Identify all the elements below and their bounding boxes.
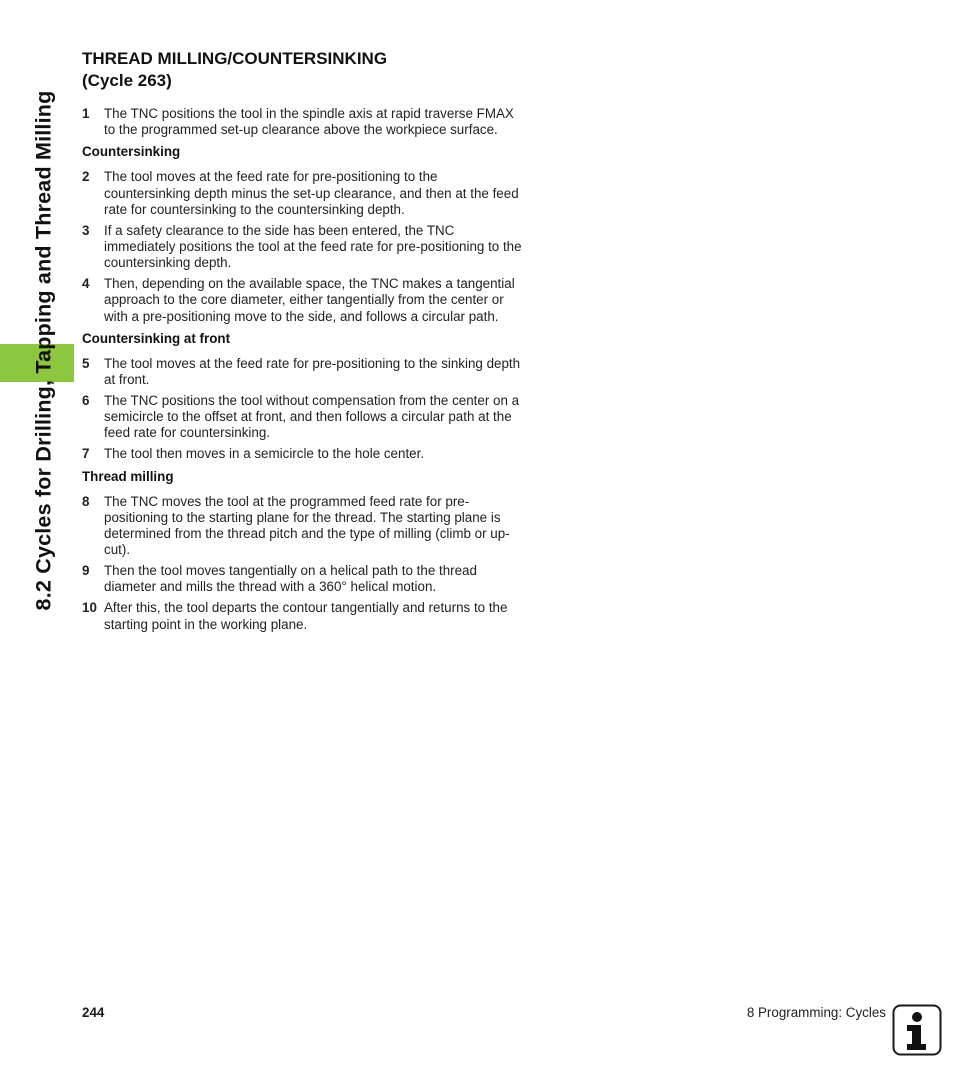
step-item bbox=[82, 600, 526, 632]
step-item bbox=[82, 223, 526, 272]
step-item bbox=[82, 494, 526, 559]
step-number: 7 bbox=[82, 446, 90, 462]
step-number: 2 bbox=[82, 169, 90, 185]
page-number: 244 bbox=[82, 1005, 105, 1020]
footer-chapter: 8 Programming: Cycles bbox=[746, 1005, 886, 1020]
step-item bbox=[82, 356, 526, 388]
step-text: The TNC positions the tool in the spindle axis at rapid traverse FMAX to the programmed set-up clearance above the workpiece surface. bbox=[104, 106, 514, 138]
subheading-countersinking: Countersinking bbox=[82, 144, 181, 160]
step-number: 8 bbox=[82, 493, 90, 509]
step-text: The TNC moves the tool at the programmed feed rate for pre-positioning to the starting plane for the thread. The starting plane is determined from the thread pitch and the type of milling (climb or up-cut). bbox=[104, 493, 510, 558]
subheading-countersinking-front: Countersinking at front bbox=[82, 330, 231, 346]
side-chapter-title: 8.2 Cycles for Drilling, Tapping and Thread Milling bbox=[31, 90, 56, 610]
step-text: After this, the tool departs the contour tangentially and returns to the starting point in the working plane. bbox=[104, 600, 508, 632]
step-text: Then, depending on the available space, the TNC makes a tangential approach to the core diameter, either tangentially from the center or with a pre-positioning move to the side, and follows a circular path. bbox=[104, 276, 515, 324]
step-text: The tool moves at the feed rate for pre-positioning to the countersinking depth minus the set-up clearance, and then at the feed rate for countersinking to the countersinking depth. bbox=[104, 169, 519, 217]
step-number: 9 bbox=[82, 563, 90, 579]
step-number: 3 bbox=[82, 222, 90, 238]
step-item bbox=[82, 276, 526, 325]
step-item bbox=[82, 393, 526, 442]
info-icon bbox=[892, 1004, 942, 1056]
step-number: 6 bbox=[82, 393, 90, 409]
step-text: The tool moves at the feed rate for pre-positioning to the sinking depth at front. bbox=[104, 355, 521, 388]
step-number: 1 bbox=[82, 106, 90, 121]
step-item bbox=[82, 169, 526, 218]
subheading-thread-milling: Thread milling bbox=[82, 468, 174, 484]
step-text: The TNC positions the tool without compensation from the center on a semicircle to the offset at front, and then follows a circular path at the feed rate for countersinking. bbox=[104, 393, 520, 441]
main-content bbox=[82, 48, 526, 638]
step-number: 10 bbox=[82, 600, 97, 616]
step-number: 5 bbox=[82, 355, 90, 371]
step-text: Then the tool moves tangentially on a helical path to the thread diameter and mills the thread with a 360° helical motion. bbox=[104, 563, 477, 595]
step-item bbox=[82, 563, 526, 595]
step-item bbox=[82, 446, 526, 462]
step-text: The tool then moves in a semicircle to the hole center. bbox=[104, 446, 425, 462]
step-item bbox=[82, 106, 526, 138]
step-number: 4 bbox=[82, 276, 90, 292]
step-text: If a safety clearance to the side has been entered, the TNC immediately positions the tool at the feed rate for pre-positioning to the countersinking depth. bbox=[104, 222, 522, 271]
section-title: THREAD MILLING/COUNTERSINKING (Cycle 263) bbox=[82, 49, 388, 90]
